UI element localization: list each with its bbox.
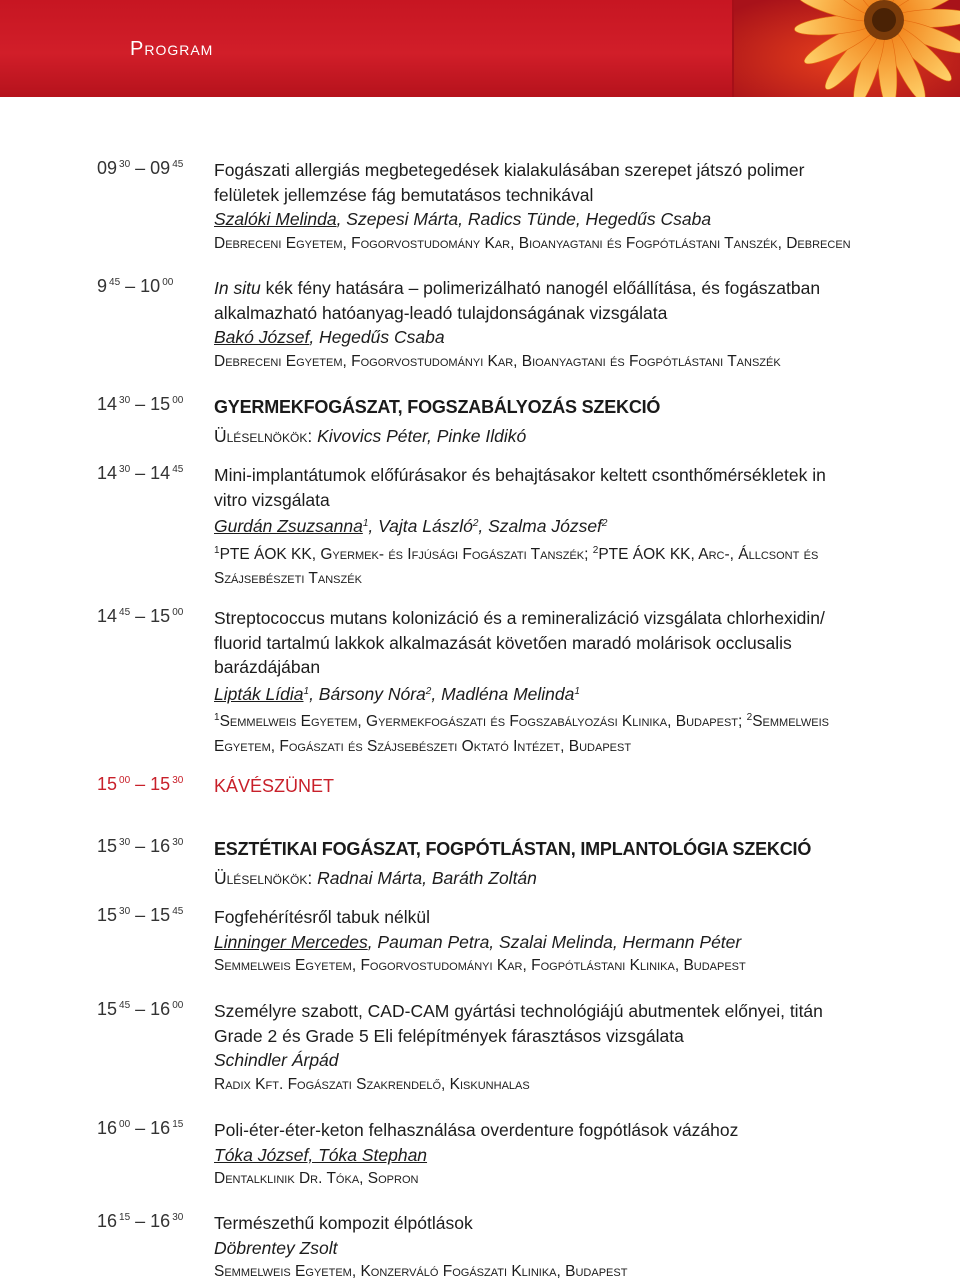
affiliation: Debreceni Egyetem, Fogorvostudományi Kar, Bioanyagtani és Fogpótlástani Tanszék (214, 352, 781, 370)
presenter: Gurdán Zsuzsanna (214, 516, 363, 536)
section-title: ESZTÉTIKAI FOGÁSZAT, FOGPÓTLÁSTAN, IMPLANTOLÓGIA SZEKCIÓ (214, 839, 812, 859)
presenter: Tóka József, Tóka Stephan (214, 1144, 428, 1165)
talk-title: Természethű kompozit élpótlások (214, 1213, 473, 1233)
authors: Linninger Mercedes, Pauman Petra, Szalai Melinda, Hermann Péter (214, 931, 742, 952)
session-chairs: Üléselnökök: Kivovics Péter, Pinke Ildikó (214, 426, 527, 446)
authors: Bakó József, Hegedűs Csaba (214, 327, 445, 347)
authors (214, 1048, 854, 1073)
entry-content (214, 836, 854, 891)
affiliation: Semmelweis Egyetem, Konzerváló Fogászati Klinika, Budapest (214, 1263, 628, 1280)
talk-title: vitro vizsgálata (214, 489, 330, 510)
affiliation: Semmelweis Egyetem, Fogorvostudományi Kar, Fogpótlástani Klinika, Budapest (214, 957, 746, 974)
entry-content (214, 905, 854, 979)
affiliation: $^1$Semmelweis Egyetem, Gyermekfogászati és Fogszabályozási Klinika, Budapest; $^2$Semmelweis (214, 712, 829, 730)
talk-title: Fogászati allergiás megbetegedések kialakulásában szerepet játszó polimer (214, 160, 805, 180)
affiliation: Szájsebészeti Tanszék (214, 570, 362, 587)
affiliation: $^1$PTE ÁOK KK, Gyermek- és Ifjúsági Fogászati Tanszék; $^2$PTE ÁOK KK, Arc-, Állcsont és (214, 544, 819, 563)
presenter: Bakó József (214, 327, 310, 347)
presenter: Schindler Árpád (214, 1050, 339, 1070)
talk-title: Grade 2 és Grade 5 Eli felépítmények fárasztásos vizsgálata (214, 1025, 684, 1046)
talk-title: In situ kék fény hatására – polimerizálható nanogél előállítása, és fogászatban (214, 278, 821, 298)
talk-title: Fogfehérítésről tabuk nélkül (214, 907, 430, 927)
affiliation: Egyetem, Fogászati és Szájsebészeti Oktató Intézet, Budapest (214, 737, 632, 755)
talk-title: felületek jellemzése fág bemutatásos technikával (214, 184, 594, 205)
time-range: 16 $^{15}$ – 16 $^{30}$ (97, 1211, 184, 1231)
talk-title: Mini-implantátumok előfúrásakor és behajtásakor keltett csonthőmérsékletek in (214, 465, 826, 485)
presenter: Szalóki Melinda (214, 209, 337, 229)
entry-content (214, 999, 854, 1097)
flower-image (734, 0, 960, 97)
entry-content (214, 394, 854, 449)
authors: Gurdán Zsuzsanna$^1$, Vajta László$^2$, Szalma József$^2$ (214, 516, 608, 536)
authors: Lipták Lídia$^1$, Bársony Nóra$^2$, Madléna Melinda$^1$ (214, 683, 580, 704)
talk-title: Poli-éter-éter-keton felhasználása overdenture fogpótlások vázához (214, 1120, 739, 1140)
entry-content (214, 1211, 854, 1285)
presenter: Döbrentey Zsolt (214, 1237, 338, 1258)
affiliation: Debreceni Egyetem, Fogorvostudomány Kar, Bioanyagtani és Fogpótlástani Tanszék, Debrecen (214, 234, 851, 252)
entry-content (214, 606, 854, 759)
time-range: 14 $^{45}$ – 15 $^{00}$ (97, 606, 184, 626)
entry-content (214, 276, 854, 374)
break-title: KÁVÉSZÜNET (214, 776, 335, 796)
talk-title: Személyre szabott, CAD-CAM gyártási technológiájú abutmentek előnyei, titán (214, 1001, 823, 1021)
section-title: GYERMEKFOGÁSZAT, FOGSZABÁLYOZÁS SZEKCIÓ (214, 397, 661, 417)
affiliation: Dentalklinik Dr. Tóka, Sopron (214, 1170, 419, 1187)
time-range: 15 $^{45}$ – 16 $^{00}$ (97, 999, 184, 1019)
page-header (0, 0, 960, 97)
time-range: 09 $^{30}$ – 09 $^{45}$ (97, 158, 184, 178)
talk-title: alkalmazható hatóanyag-leadó tulajdonságának vizsgálata (214, 302, 668, 323)
time-range: 15 $^{00}$ – 15 $^{30}$ (97, 774, 184, 794)
presenter: Lipták Lídia (214, 683, 304, 704)
time-range: 14 $^{30}$ – 15 $^{00}$ (97, 394, 184, 414)
time-range: 9 $^{45}$ – 10 $^{00}$ (97, 276, 174, 296)
affiliation: Radix Kft. Fogászati Szakrendelő, Kiskunhalas (214, 1075, 530, 1093)
time-range: 15 $^{30}$ – 15 $^{45}$ (97, 905, 184, 925)
authors (214, 1236, 854, 1261)
time-range: 15 $^{30}$ – 16 $^{30}$ (97, 836, 184, 856)
time-range: 16 $^{00}$ – 16 $^{15}$ (97, 1118, 184, 1138)
authors: Szalóki Melinda, Szepesi Márta, Radics Tünde, Hegedűs Csaba (214, 209, 712, 229)
talk-title: Streptococcus mutans kolonizáció és a remineralizáció vizsgálata chlorhexidin/ (214, 608, 825, 628)
session-chairs: Üléselnökök: Radnai Márta, Baráth Zoltán (214, 868, 537, 888)
entry-content (214, 1118, 854, 1192)
talk-title: fluorid tartalmú lakkok alkalmazását követően maradó molárisok occlusalis (214, 632, 792, 653)
talk-title: barázdájában (214, 657, 321, 677)
presenter: Linninger Mercedes (214, 931, 368, 952)
authors (214, 1143, 854, 1168)
header-title: Program (130, 38, 214, 60)
entry-content (214, 774, 854, 799)
entry-content (214, 463, 854, 592)
entry-content (214, 158, 854, 256)
time-range: 14 $^{30}$ – 14 $^{45}$ (97, 463, 184, 483)
